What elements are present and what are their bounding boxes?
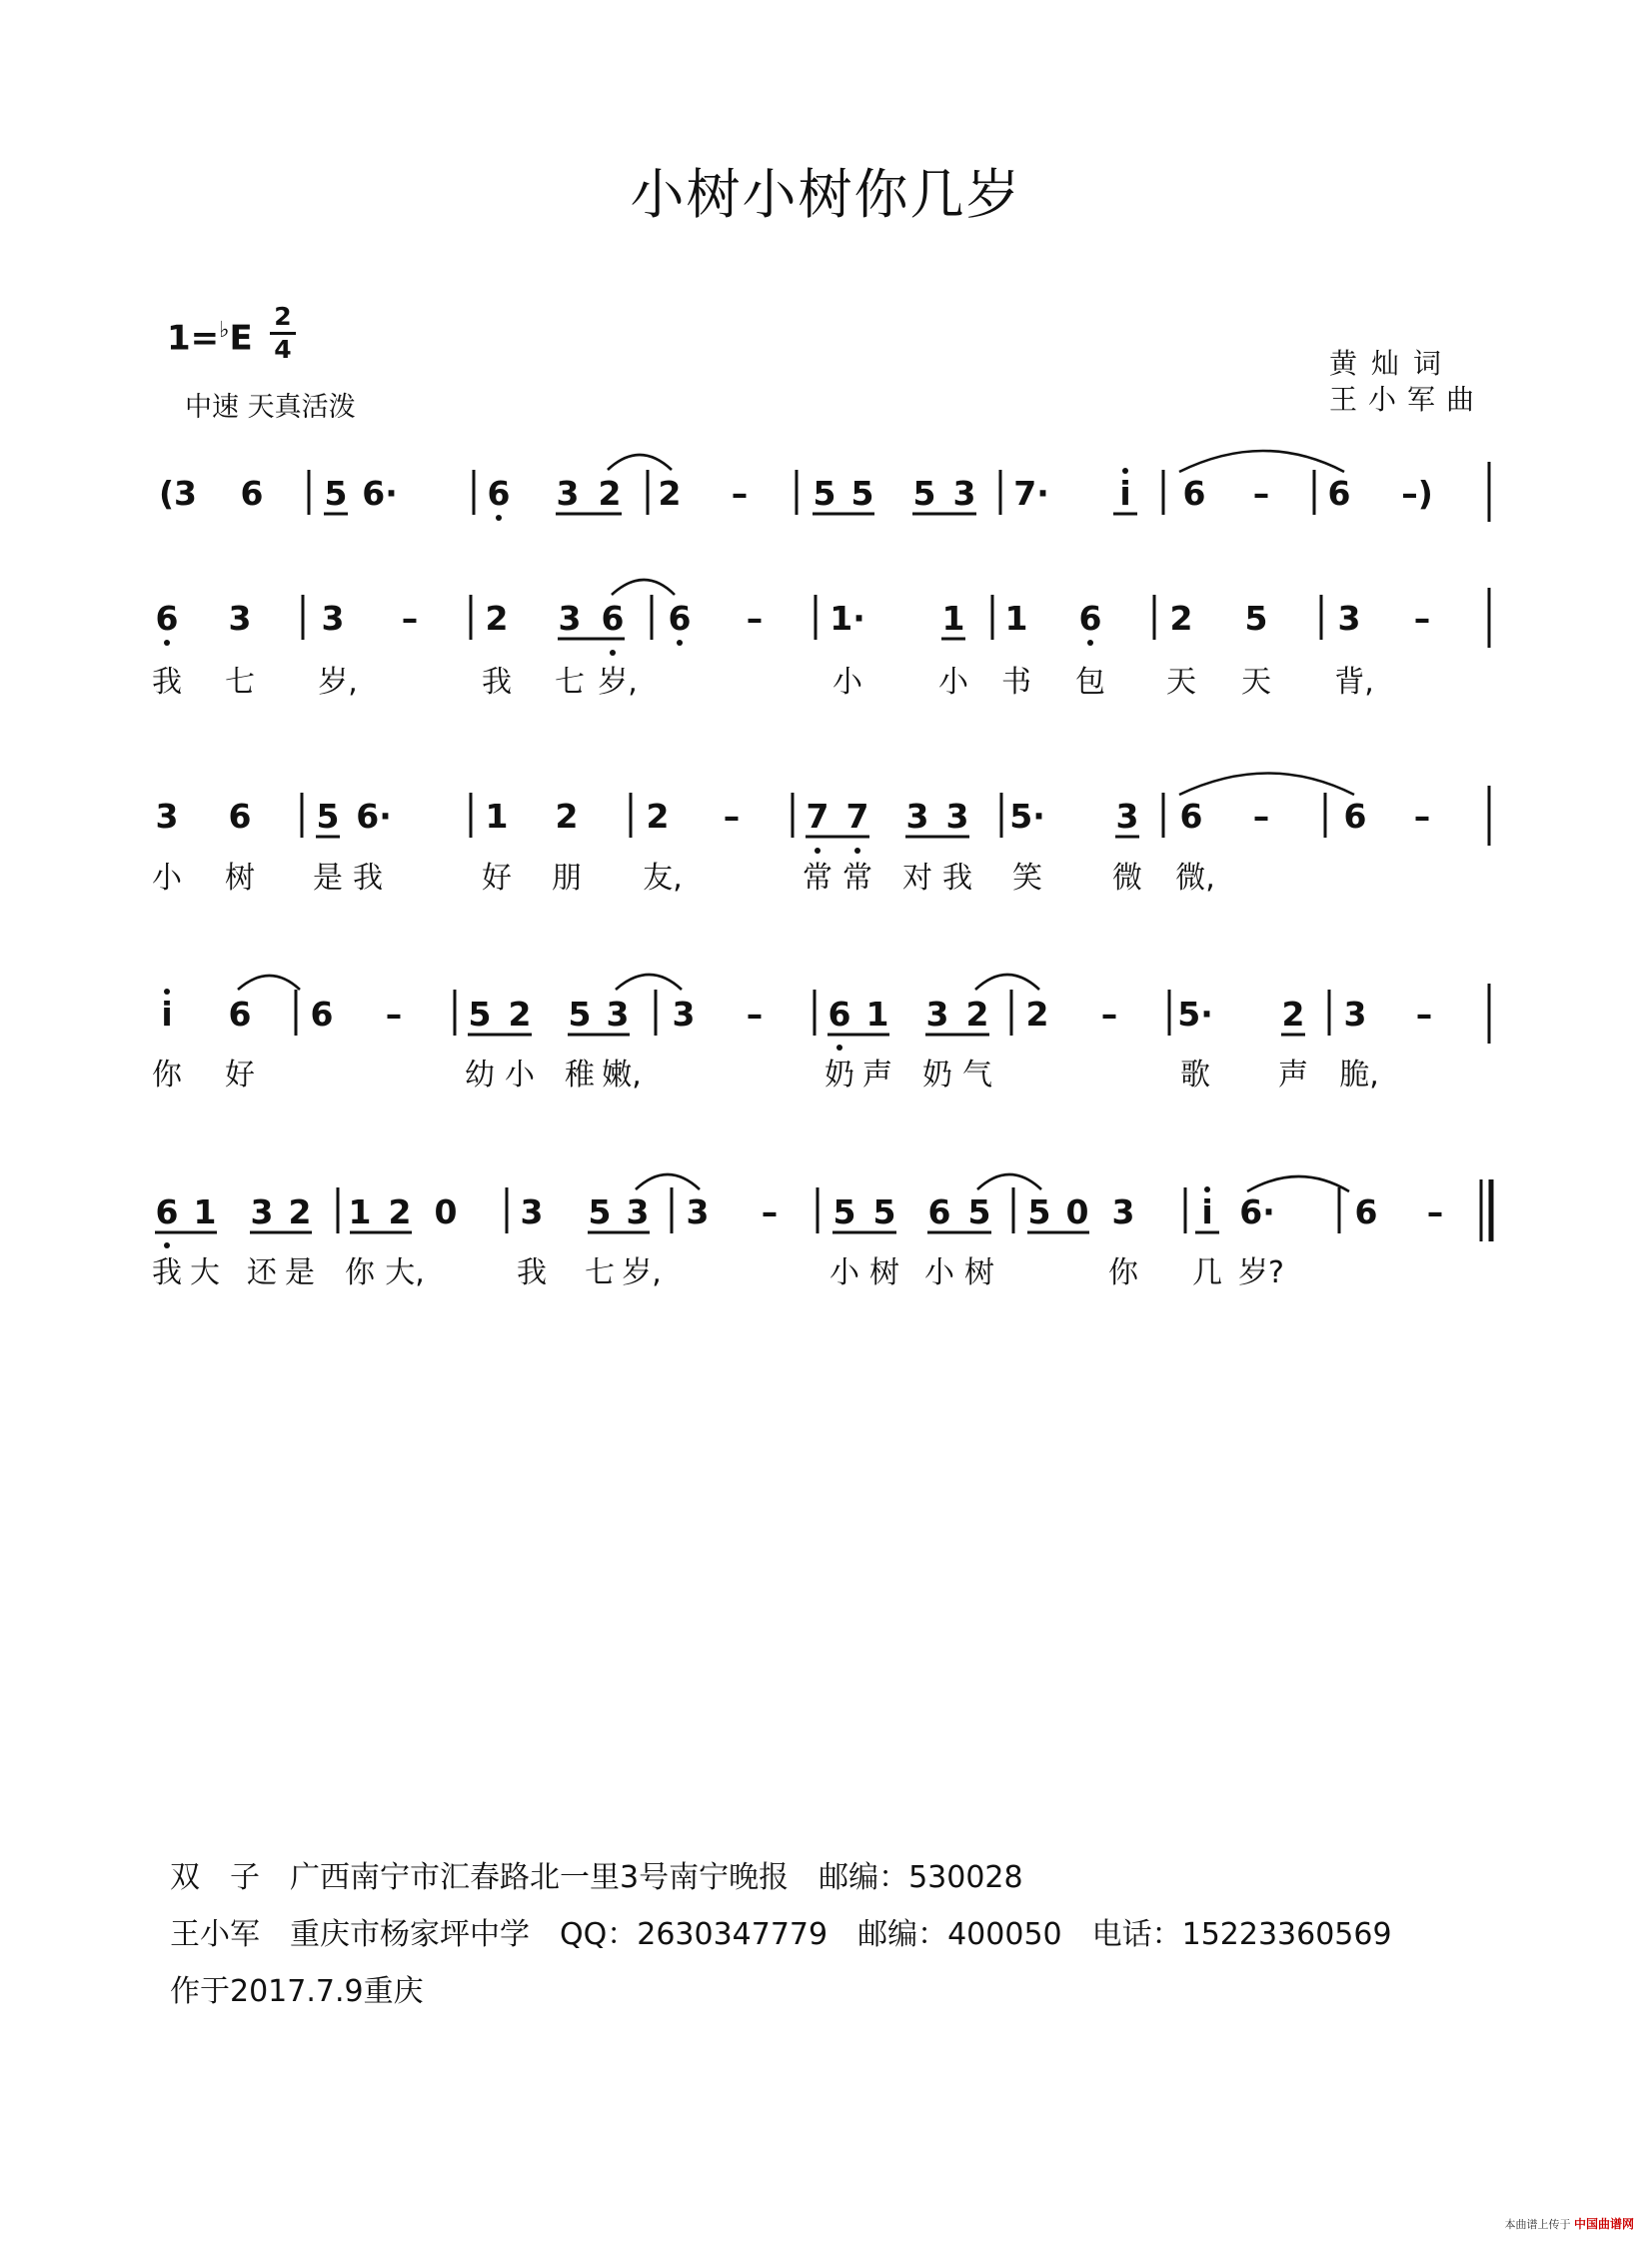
lyric: 七 [225,665,255,700]
tie [1179,774,1354,796]
note: 6 [1327,474,1351,513]
lyric: 歌 [1180,1058,1210,1093]
note: 6 [487,474,511,513]
note: 5 [324,474,348,513]
note: – [385,995,403,1034]
lyric: 是 [285,1255,315,1290]
note: 6 [601,599,625,638]
note: 6· [356,797,392,836]
note: 6 [827,995,851,1034]
note: 5 [1027,1192,1051,1231]
note: 1· [829,599,865,638]
note: – [1413,599,1431,638]
lyricist-credit: 黄灿词 [1329,347,1456,380]
tie [1247,1176,1349,1191]
tie [238,976,300,990]
note: 6· [1239,1192,1275,1231]
note: – [723,797,741,836]
lyric: 对 [902,861,932,896]
note: – [746,599,764,638]
lyric: 朋 [552,861,582,896]
footer-date: 作于2017.7.9重庆 [170,1974,424,2009]
lyric: 是 [313,861,343,896]
lyric: 岁? [1238,1255,1284,1290]
note: 6 [1182,474,1206,513]
note: 3 [520,1192,544,1231]
score-row-5 [152,1174,1491,1290]
note: 2 [485,599,509,638]
note: 2 [598,474,622,513]
lyric: 脆, [1339,1058,1379,1093]
score-row-2 [152,580,1489,700]
lyric: 岁, [622,1255,662,1290]
note: 3 [1111,1192,1135,1231]
lyric: 好 [225,1058,255,1093]
note: 3 [606,995,630,1034]
note: 3 [1337,599,1361,638]
tie [975,975,1039,990]
note: 6 [1343,797,1367,836]
time-signature-top: 2 [274,302,292,331]
note: – [731,474,749,513]
note: 0 [434,1192,458,1231]
lyric: 背, [1334,665,1374,700]
note: 6 [668,599,692,638]
note: 1 [193,1192,217,1231]
note: 5 [568,995,592,1034]
note: – [1100,995,1118,1034]
note: 3 [556,474,580,513]
lyric: 几 [1192,1255,1222,1290]
note: – [401,599,419,638]
note: 1 [865,995,889,1034]
note: 6 [155,599,179,638]
note: 3 [321,599,345,638]
lyric: 我 [942,861,972,896]
note: 3 [155,797,179,836]
note: 6· [362,474,398,513]
lyric: 奶 [825,1058,854,1093]
footer-contact-composer: 王小军 重庆市杨家坪中学 QQ：2630347779 邮编：400050 电话：15223360569 [170,1917,1392,1952]
lyric: 小 [924,1255,954,1290]
note: 5 [588,1192,612,1231]
note: 5 [1244,599,1268,638]
note: 3 [905,797,929,836]
note: 5 [967,1192,991,1231]
lyric: 小 [829,1255,859,1290]
lyric: 包 [1075,665,1105,700]
note: 6 [1354,1192,1378,1231]
note: – [746,995,764,1034]
note: 3 [1343,995,1367,1034]
lyric: 小 [938,665,968,700]
note: –) [1401,474,1433,513]
footer-contact-lyricist: 双 子 广西南宁市汇春路北一里3号南宁晚报 邮编：530028 [170,1860,1023,1895]
lyric: 气 [962,1058,992,1093]
note: 3 [945,797,969,836]
note: 2 [1025,995,1049,1034]
lyric: 你 [345,1255,375,1290]
note: 3 [250,1192,274,1231]
note: 5· [1009,797,1045,836]
lyric: 我 [482,665,512,700]
score-row-3 [152,774,1489,897]
note: i [1119,474,1131,513]
note: 5 [813,474,836,513]
lyric: 还 [247,1255,277,1290]
note: 5 [316,797,340,836]
note: 7 [806,797,829,836]
note: 7· [1013,474,1049,513]
song-title: 小树小树你几岁 [630,163,1022,226]
tie [612,580,675,595]
note: 6 [155,1192,179,1231]
note: 2 [658,474,682,513]
lyric: 我 [152,1255,182,1290]
note: 5 [912,474,936,513]
note: 6 [927,1192,951,1231]
lyric: 树 [964,1255,994,1290]
note: 3 [558,599,582,638]
lyric: 稚 [565,1058,595,1093]
note: 6 [228,995,252,1034]
note: 5 [850,474,874,513]
tie [977,1174,1041,1189]
lyric: 你 [1108,1255,1138,1290]
note: i [1201,1192,1213,1231]
lyric: 天 [1241,665,1271,700]
lyric: 岁, [598,665,638,700]
note: 3 [952,474,976,513]
lyric: 小 [152,861,182,896]
note: – [1426,1192,1444,1231]
lyric: 声 [1278,1058,1308,1093]
note: 1 [485,797,509,836]
note: – [1413,797,1431,836]
note: 2 [965,995,989,1034]
lyric: 书 [1001,665,1031,700]
lyric: 常 [803,861,832,896]
note: 6 [1078,599,1102,638]
note: 6 [228,797,252,836]
note: – [1415,995,1433,1034]
note: 2 [646,797,670,836]
lyric: 微, [1175,861,1215,896]
lyric: 友, [643,861,683,896]
note: 6 [310,995,334,1034]
tie [1179,451,1344,472]
note: – [761,1192,779,1231]
key-signature: 1=♭E [167,318,253,359]
score-row-4 [152,975,1489,1093]
lyric: 树 [869,1255,899,1290]
score-row-1 [159,451,1489,522]
lyric: 树 [225,861,255,896]
lyric: 幼 [465,1058,495,1093]
slur [608,455,672,470]
lyric: 声 [862,1058,892,1093]
lyric: 七 [555,665,585,700]
lyric: 微 [1112,861,1142,896]
note: 2 [1169,599,1193,638]
lyric: 我 [353,861,383,896]
note: 7 [845,797,869,836]
lyric: 你 [152,1058,182,1093]
lyric: 我 [152,665,182,700]
lyric: 常 [842,861,872,896]
lyric: 好 [482,861,512,896]
note: – [1252,797,1270,836]
note: 1 [941,599,965,638]
lyric: 小 [832,665,862,700]
note: 3 [686,1192,710,1231]
note: 6 [240,474,264,513]
note: 2 [288,1192,312,1231]
note: 3 [626,1192,650,1231]
note: (3 [158,474,198,513]
site-credit: 本曲谱上传于 中国曲谱网 [1504,2217,1634,2231]
note: 5· [1177,995,1213,1034]
note: 1 [1004,599,1028,638]
note: – [1252,474,1270,513]
site-logo-text: 中国曲谱网 [1573,2217,1634,2231]
tie [636,1174,700,1189]
lyric: 奶 [922,1058,952,1093]
note: 2 [1281,995,1305,1034]
note: 5 [832,1192,856,1231]
note: 2 [508,995,532,1034]
note: 0 [1065,1192,1089,1231]
note: 2 [388,1192,412,1231]
lyric: 天 [1166,665,1196,700]
lyric: 笑 [1012,861,1042,896]
lyric: 嫩, [602,1058,642,1093]
note: 3 [925,995,949,1034]
note: 3 [672,995,696,1034]
note: 3 [1115,797,1139,836]
time-signature-bottom: 4 [274,335,292,364]
composer-credit: 王小军曲 [1329,383,1486,416]
tie [616,975,682,990]
lyric: 我 [517,1255,547,1290]
note: 5 [468,995,492,1034]
lyric: 七 [585,1255,615,1290]
note: 2 [555,797,579,836]
note: 1 [348,1192,372,1231]
note: i [161,995,173,1034]
lyric: 大, [385,1255,425,1290]
lyric: 岁, [318,665,358,700]
tempo-marking: 中速 天真活泼 [185,392,356,423]
note: 3 [228,599,252,638]
lyric: 小 [505,1058,535,1093]
note: 6 [1179,797,1203,836]
lyric: 大 [190,1255,220,1290]
note: 5 [872,1192,896,1231]
